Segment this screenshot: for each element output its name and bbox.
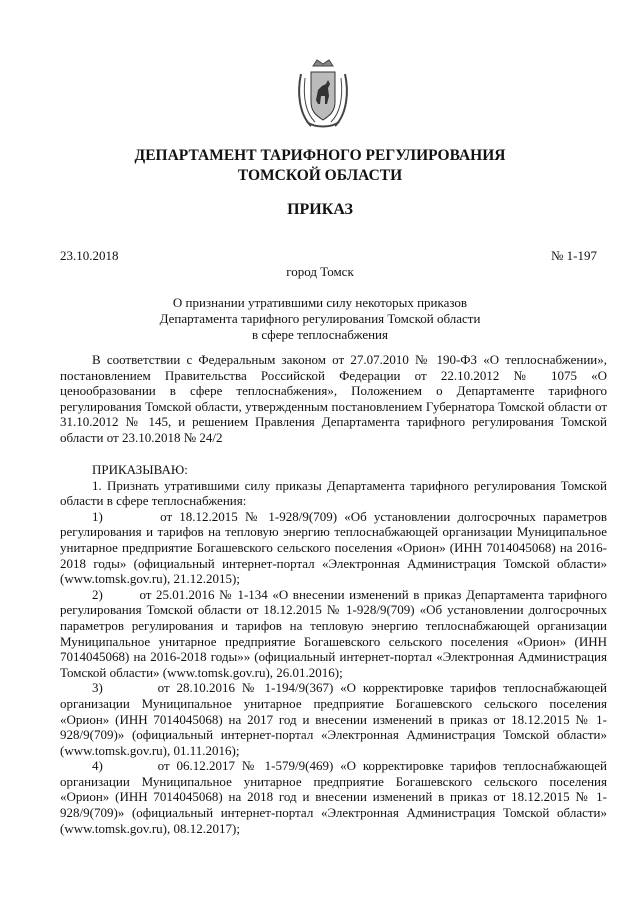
department-title-line1: ДЕПАРТАМЕНТ ТАРИФНОГО РЕГУЛИРОВАНИЯ — [134, 147, 506, 164]
subject-line1: О признании утратившими силу некоторых приказов — [172, 295, 468, 310]
subject-line3: в сфере теплоснабжения — [251, 327, 388, 342]
document-number: № 1-197 — [551, 248, 597, 263]
coat-of-arms-emblem — [295, 56, 351, 132]
department-title — [0, 146, 640, 186]
subject-line2: Департамента тарифного регулирования Томской области — [159, 311, 481, 326]
list-item — [60, 758, 607, 836]
document-type: ПРИКАЗ — [287, 201, 353, 218]
list-item-text: от 25.01.2016 № 1-134 «О внесении изменений в приказ Департамента тарифного регулирования Томской области от 18.12.2015 № 1-928/9(709) «Об установлении долгосрочных параметров регулирования и тарифов на тепловую энергию теплоснабжающей организации Муниципальное унитарное предприятие Богашевского сельского поселения «Орион» (ИНН 7014045068) на 2016-2018 годы»» (официальный интернет-портал «Электронная Администрация Томской области» (www.tomsk.gov.ru), 26.01.2016); — [60, 586, 608, 680]
list-item-text: от 06.12.2017 № 1-579/9(469) «О корректировке тарифов теплоснабжающей организации Муниципальное унитарное предприятие Богашевского сельского поселения «Орион» (ИНН 7014045068) на 2018 год и внесении изменений в приказ от 18.12.2015 № 1-928/9(709)» (официальный интернет-портал «Электронная Администрация Томской области» (www.tomsk.gov.ru), 08.12.2017); — [60, 758, 607, 836]
order-body — [60, 462, 607, 836]
preamble-paragraph: В соответствии с Федеральным законом от 27.07.2010 № 190-ФЗ «О теплоснабжении», постановлением Правительства Российской Федерации от 22.10.2012 № 1075 «О ценообразовании в сфере теплоснабжения», Положением о Департаменте тарифного регулирования Томской области, утвержденным постановлением Губернатора Томской области от 31.10.2012 № 145, и решением Правления Департамента тарифного регулирования Томской области от 23.10.2018 № 24/2 — [60, 352, 607, 445]
list-item-number: 4) — [92, 758, 103, 774]
list-item-number: 3) — [92, 680, 103, 696]
preamble-block — [60, 352, 607, 446]
list-item-text: от 28.10.2016 № 1-194/9(367) «О корректировке тарифов теплоснабжающей организации Муниципальное унитарное предприятие Богашевского сельского поселения «Орион» (ИНН 7014045068) на 2017 год и внесении изменений в приказ от 18.12.2015 № 1-928/9(709)» (официальный интернет-портал «Электронная Администрация Томской области» (www.tomsk.gov.ru), 01.11.2016); — [60, 680, 607, 758]
department-title-line2: ТОМСКОЙ ОБЛАСТИ — [237, 167, 403, 184]
list-item — [60, 509, 607, 587]
list-item-text: от 18.12.2015 № 1-928/9(709) «Об установлении долгосрочных параметров регулирования и тарифов на тепловую энергию теплоснабжающей организации Муниципальное унитарное предприятие Богашевского сельского поселения «Орион» (ИНН 7014045068) на 2016-2018 годы» (официальный интернет-портал «Электронная Администрация Томской области» (www.tomsk.gov.ru), 21.12.2015); — [60, 508, 607, 587]
list-item — [60, 680, 607, 758]
document-city: город Томск — [286, 264, 354, 279]
clause-1: 1. Признать утратившими силу приказы Департамента тарифного регулирования Томской области в сфере теплоснабжения: — [60, 477, 607, 509]
list-item — [60, 587, 607, 681]
list-item-number: 2) — [92, 586, 103, 602]
list-item-number: 1) — [92, 508, 103, 524]
order-word: ПРИКАЗЫВАЮ: — [92, 462, 188, 477]
document-date: 23.10.2018 — [60, 248, 119, 263]
document-subject — [0, 295, 640, 343]
